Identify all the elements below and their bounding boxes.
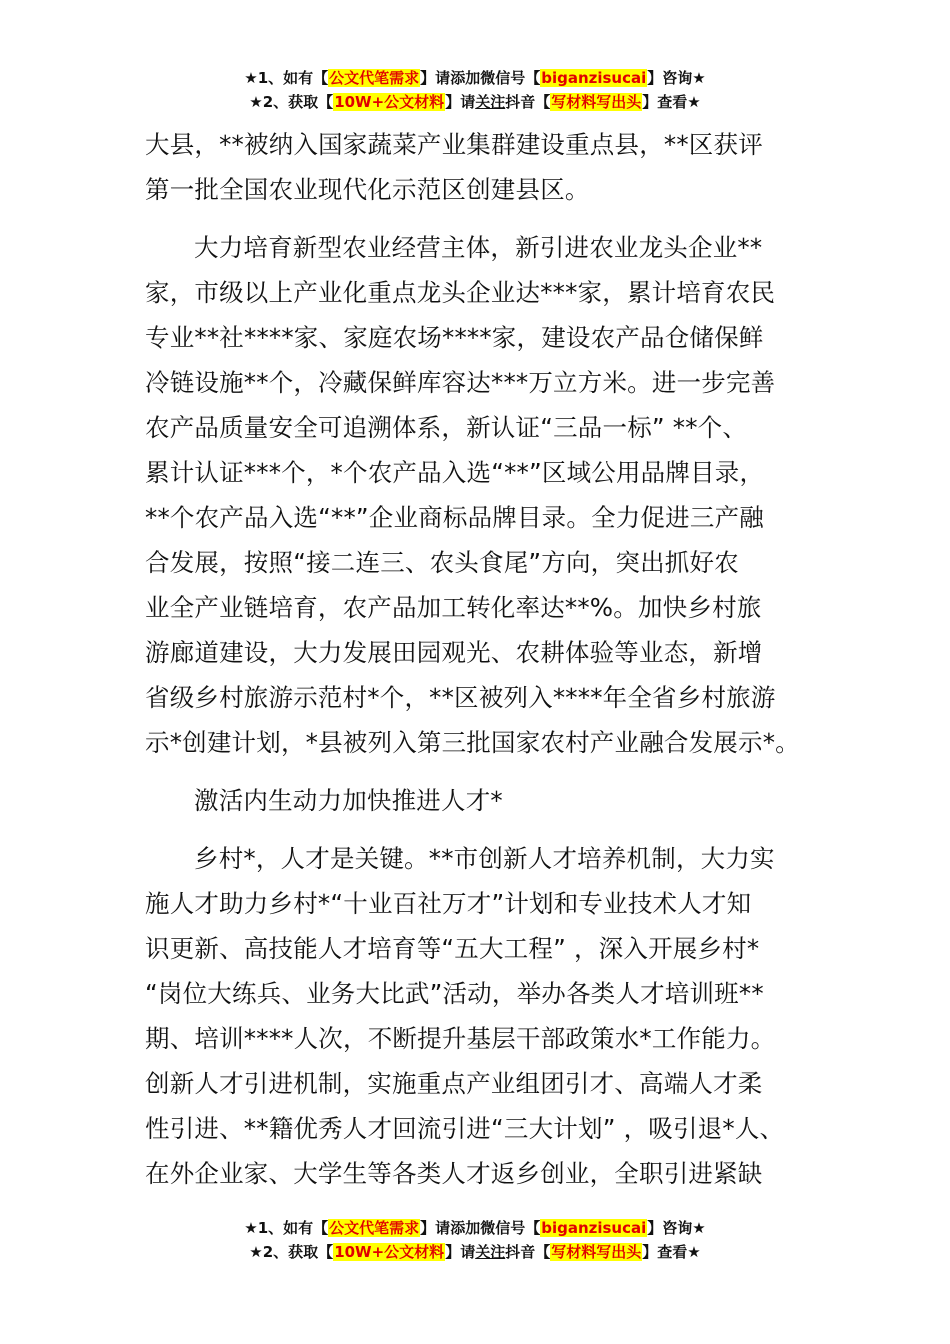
banner-line-2: ★2、获取【10W+公文材料】请关注抖音【写材料写出头】查看★ [249, 1243, 701, 1261]
highlight-materials: 10W+公文材料 [334, 1243, 445, 1261]
banner-line-2: ★2、获取【10W+公文材料】请关注抖音【写材料写出头】查看★ [249, 93, 701, 111]
highlight-wechat-id: biganzisucai [541, 1219, 647, 1237]
paragraph-2: 大力培育新型农业经营主体，新引进农业龙头企业** 家，市级以上产业化重点龙头企业达***家，累计培育农民 专业**社****家、家庭农场****家，建设农产品仓储保鲜 冷链设施**个，冷藏保鲜库容达***万立方米。进一步完善 农产品质量安全可追溯体系，新认证“三品一标” **个、 累计认证***个，*个农产品入选“**”区域公用品牌目录， **个农产品入选“**”企业商标品牌目录。全力促进三产融 合发展，按照“接二连三、农头食尾”方向，突出抓好农 业全产业链培育，农产品加工转化率达**%。加快乡村旅 游廊道建设，大力发展田园观光、农耕体验等业态，新增 省级乡村旅游示范村*个，**区被列入****年全省乡村旅游 示*创建计划，*县被列入第三批国家农村产业融合发展示*。 [145, 233, 800, 757]
highlight-douyin: 写材料写出头 [551, 93, 642, 111]
footer-banner [0, 1216, 950, 1264]
highlight-wechat-id: biganzisucai [541, 69, 647, 87]
header-banner [0, 66, 950, 114]
document-body [145, 122, 810, 1196]
highlight-materials: 10W+公文材料 [334, 93, 445, 111]
paragraph-3: 乡村*，人才是关键。**市创新人才培养机制，大力实 施人才助力乡村*“十业百社万才”计划和专业技术人才知 识更新、高技能人才培育等“五大工程” ，深入开展乡村* “岗位大练兵、业务大比武”活动，举办各类人才培训班** 期、培训****人次，不断提升基层干部政策水*工作能力。 创新人才引进机制，实施重点产业组团引才、高端人才柔 性引进、**籍优秀人才回流引进“三大计划” ，吸引退*人、 在外企业家、大学生等各类人才返乡创业，全职引进紧缺 [145, 844, 785, 1188]
paragraph-1: 大县，**被纳入国家蔬菜产业集群建设重点县，**区获评 第一批全国农业现代化示范区创建县区。 [145, 130, 763, 204]
banner-line-1: ★1、如有【公文代笔需求】请添加微信号【biganzisucai】咨询★ [244, 1219, 706, 1237]
section-heading: 激活内生动力加快推进人才* [194, 786, 503, 815]
highlight-ghostwriting: 公文代笔需求 [329, 69, 420, 87]
banner-line-1: ★1、如有【公文代笔需求】请添加微信号【biganzisucai】咨询★ [244, 69, 706, 87]
highlight-ghostwriting: 公文代笔需求 [329, 1219, 420, 1237]
highlight-douyin: 写材料写出头 [551, 1243, 642, 1261]
